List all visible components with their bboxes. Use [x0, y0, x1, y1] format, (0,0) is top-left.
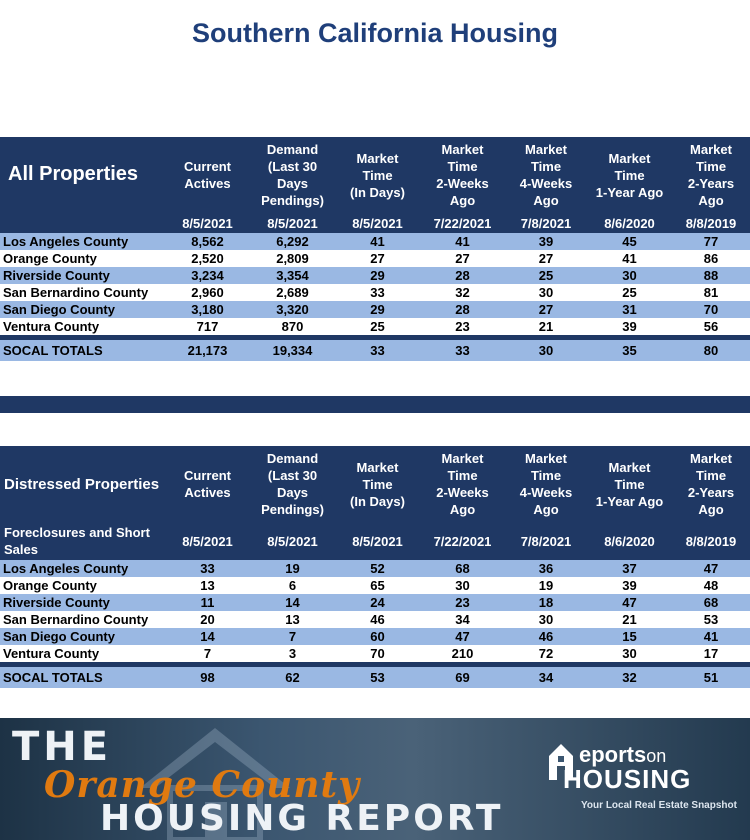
table-cell: 15 — [587, 628, 672, 645]
column-date: 8/5/2021 — [335, 522, 420, 560]
table-cell: 8,562 — [165, 233, 250, 250]
totals-cell: 69 — [420, 667, 505, 688]
table-cell: 23 — [420, 594, 505, 611]
table-cell: 13 — [165, 577, 250, 594]
county-name: Ventura County — [0, 645, 165, 662]
table-cell: 2,689 — [250, 284, 335, 301]
table-row — [0, 233, 750, 250]
column-header: Market Time (In Days) — [335, 137, 420, 213]
all-properties-table — [0, 137, 750, 361]
table-cell: 29 — [335, 267, 420, 284]
totals-cell: 30 — [505, 340, 587, 361]
table-row — [0, 284, 750, 301]
column-header: Current Actives — [165, 446, 250, 522]
table-cell: 30 — [420, 577, 505, 594]
table-subheading — [0, 213, 165, 233]
table-cell: 27 — [335, 250, 420, 267]
table-row — [0, 611, 750, 628]
table-cell: 6,292 — [250, 233, 335, 250]
table-cell: 3,320 — [250, 301, 335, 318]
table-row — [0, 628, 750, 645]
table-cell: 46 — [335, 611, 420, 628]
table-cell: 21 — [587, 611, 672, 628]
table-cell: 18 — [505, 594, 587, 611]
column-header: Market Time 4-Weeks Ago — [505, 137, 587, 213]
table-row — [0, 577, 750, 594]
county-name: Riverside County — [0, 267, 165, 284]
table-cell: 88 — [672, 267, 750, 284]
totals-cell: 62 — [250, 667, 335, 688]
table-cell: 68 — [672, 594, 750, 611]
table-cell: 25 — [505, 267, 587, 284]
table-cell: 30 — [587, 645, 672, 662]
table-cell: 41 — [335, 233, 420, 250]
table-cell: 28 — [420, 301, 505, 318]
totals-cell: 35 — [587, 340, 672, 361]
table-cell: 41 — [587, 250, 672, 267]
table-cell: 72 — [505, 645, 587, 662]
table-cell: 7 — [250, 628, 335, 645]
county-name: San Diego County — [0, 301, 165, 318]
column-date: 8/5/2021 — [250, 522, 335, 560]
table-cell: 68 — [420, 560, 505, 577]
table-cell: 13 — [250, 611, 335, 628]
table-cell: 52 — [335, 560, 420, 577]
column-date: 7/22/2021 — [420, 522, 505, 560]
table-cell: 77 — [672, 233, 750, 250]
totals-cell: 32 — [587, 667, 672, 688]
table-cell: 11 — [165, 594, 250, 611]
county-name: San Bernardino County — [0, 611, 165, 628]
table-cell: 33 — [165, 560, 250, 577]
column-date: 7/22/2021 — [420, 213, 505, 233]
table-cell: 86 — [672, 250, 750, 267]
column-header: Market Time (In Days) — [335, 446, 420, 522]
table-cell: 7 — [165, 645, 250, 662]
table-cell: 70 — [335, 645, 420, 662]
table-cell: 3,354 — [250, 267, 335, 284]
county-name: San Diego County — [0, 628, 165, 645]
county-name: Orange County — [0, 577, 165, 594]
column-header: Market Time 2-Weeks Ago — [420, 446, 505, 522]
table-cell: 48 — [672, 577, 750, 594]
table-cell: 37 — [587, 560, 672, 577]
county-name: Los Angeles County — [0, 560, 165, 577]
table-row — [0, 318, 750, 335]
logo-reports: eports — [579, 742, 647, 767]
footer-banner — [0, 718, 750, 840]
totals-label: SOCAL TOTALS — [0, 667, 165, 688]
column-date: 8/5/2021 — [165, 522, 250, 560]
table-cell: 23 — [420, 318, 505, 335]
table-cell: 30 — [587, 267, 672, 284]
table-cell: 14 — [250, 594, 335, 611]
table-row — [0, 301, 750, 318]
county-name: Los Angeles County — [0, 233, 165, 250]
totals-cell: 33 — [420, 340, 505, 361]
table-cell: 81 — [672, 284, 750, 301]
table-cell: 21 — [505, 318, 587, 335]
table-cell: 20 — [165, 611, 250, 628]
reports-on-housing-logo — [545, 734, 745, 820]
table-heading: All Properties — [0, 137, 165, 213]
table-cell: 3 — [250, 645, 335, 662]
column-date: 7/8/2021 — [505, 522, 587, 560]
table-cell: 47 — [587, 594, 672, 611]
banner-housing-report: HOUSING REPORT — [100, 798, 504, 839]
table-cell: 24 — [335, 594, 420, 611]
table-cell: 29 — [335, 301, 420, 318]
column-header: Market Time 2-Years Ago — [672, 446, 750, 522]
table-cell: 3,234 — [165, 267, 250, 284]
table-cell: 19 — [505, 577, 587, 594]
table-cell: 32 — [420, 284, 505, 301]
column-date: 8/5/2021 — [250, 213, 335, 233]
column-date: 8/8/2019 — [672, 213, 750, 233]
table-cell: 870 — [250, 318, 335, 335]
table-cell: 14 — [165, 628, 250, 645]
page-title: Southern California Housing — [191, 18, 558, 48]
table-cell: 27 — [505, 250, 587, 267]
column-header: Demand (Last 30 Days Pendings) — [250, 446, 335, 522]
table-cell: 210 — [420, 645, 505, 662]
table-cell: 70 — [672, 301, 750, 318]
section-divider — [0, 396, 750, 413]
table-row — [0, 594, 750, 611]
table-cell: 45 — [587, 233, 672, 250]
totals-cell: 80 — [672, 340, 750, 361]
column-date: 8/5/2021 — [335, 213, 420, 233]
table-cell: 28 — [420, 267, 505, 284]
table-cell: 2,960 — [165, 284, 250, 301]
totals-cell: 34 — [505, 667, 587, 688]
table-cell: 39 — [587, 577, 672, 594]
column-date: 8/8/2019 — [672, 522, 750, 560]
column-date: 7/8/2021 — [505, 213, 587, 233]
table-row — [0, 645, 750, 662]
column-header: Market Time 2-Years Ago — [672, 137, 750, 213]
totals-cell: 33 — [335, 340, 420, 361]
table-cell: 27 — [505, 301, 587, 318]
table-cell: 3,180 — [165, 301, 250, 318]
table-cell: 17 — [672, 645, 750, 662]
table-cell: 717 — [165, 318, 250, 335]
column-header: Market Time 2-Weeks Ago — [420, 137, 505, 213]
county-name: San Bernardino County — [0, 284, 165, 301]
totals-cell: 53 — [335, 667, 420, 688]
logo-housing: HOUSING — [563, 764, 692, 794]
column-header: Market Time 1-Year Ago — [587, 137, 672, 213]
table-row — [0, 267, 750, 284]
table-cell: 36 — [505, 560, 587, 577]
banner-county: Orange County — [44, 764, 360, 806]
totals-label: SOCAL TOTALS — [0, 340, 165, 361]
county-name: Ventura County — [0, 318, 165, 335]
banner-the: THE — [12, 724, 113, 770]
totals-row — [0, 340, 750, 361]
table-row — [0, 560, 750, 577]
column-header: Demand (Last 30 Days Pendings) — [250, 137, 335, 213]
table-cell: 39 — [505, 233, 587, 250]
column-date: 8/6/2020 — [587, 213, 672, 233]
table-cell: 41 — [672, 628, 750, 645]
totals-cell: 19,334 — [250, 340, 335, 361]
logo-tagline: Your Local Real Estate Snapshot — [581, 800, 737, 811]
table-cell: 34 — [420, 611, 505, 628]
table-cell: 6 — [250, 577, 335, 594]
table-cell: 19 — [250, 560, 335, 577]
table-cell: 33 — [335, 284, 420, 301]
column-header: Current Actives — [165, 137, 250, 213]
distressed-properties-table — [0, 446, 750, 688]
table-cell: 65 — [335, 577, 420, 594]
table-cell: 41 — [420, 233, 505, 250]
totals-row — [0, 667, 750, 688]
table-cell: 46 — [505, 628, 587, 645]
totals-cell: 98 — [165, 667, 250, 688]
table-cell: 25 — [587, 284, 672, 301]
table-cell: 2,520 — [165, 250, 250, 267]
table-cell: 56 — [672, 318, 750, 335]
column-date: 8/6/2020 — [587, 522, 672, 560]
logo-on: on — [646, 746, 667, 766]
table-cell: 47 — [420, 628, 505, 645]
table-cell: 30 — [505, 284, 587, 301]
table-cell: 39 — [587, 318, 672, 335]
totals-cell: 21,173 — [165, 340, 250, 361]
table-cell: 31 — [587, 301, 672, 318]
column-date: 8/5/2021 — [165, 213, 250, 233]
table-cell: 25 — [335, 318, 420, 335]
table-heading: Distressed Properties — [0, 446, 165, 522]
table-subheading: Foreclosures and Short Sales — [0, 522, 165, 560]
table-row — [0, 250, 750, 267]
table-cell: 53 — [672, 611, 750, 628]
totals-cell: 51 — [672, 667, 750, 688]
table-cell: 47 — [672, 560, 750, 577]
county-name: Riverside County — [0, 594, 165, 611]
column-header: Market Time 1-Year Ago — [587, 446, 672, 522]
table-cell: 27 — [420, 250, 505, 267]
table-cell: 30 — [505, 611, 587, 628]
table-cell: 60 — [335, 628, 420, 645]
table-cell: 2,809 — [250, 250, 335, 267]
county-name: Orange County — [0, 250, 165, 267]
column-header: Market Time 4-Weeks Ago — [505, 446, 587, 522]
